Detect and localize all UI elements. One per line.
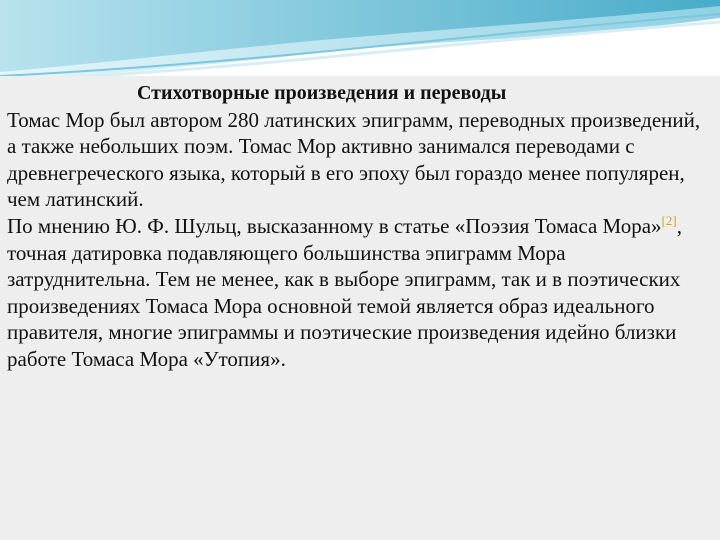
paragraph-2-text-end: , точная датировка подавляющего большинства эпиграмм Мора затруднительна. Тем не менее, как в выборе эпиграмм, так и в поэтических произведениях Томаса Мора основной темой является образ идеального правителя, многие эпиграммы и поэтические произведения идейно близки работе Томаса Мора «Утопия».	[7, 213, 682, 371]
slide-title: Стихотворные произведения и переводы	[137, 82, 507, 104]
paragraph-2-text-start: По мнению Ю. Ф. Шульц, высказанному в статье «Поэзия Томаса Мора»	[7, 213, 662, 238]
citation-link[interactable]: [2]	[661, 212, 677, 228]
text-block	[7, 80, 713, 373]
paragraph-2	[7, 213, 713, 373]
paragraph-1: Томас Мор был автором 280 латинских эпиграмм, переводных произведений, а также небольших поэм. Томас Мор активно занимался переводами с древнегреческого языка, который в его эпоху был гораздо менее популярен, чем латинский.	[7, 107, 701, 212]
